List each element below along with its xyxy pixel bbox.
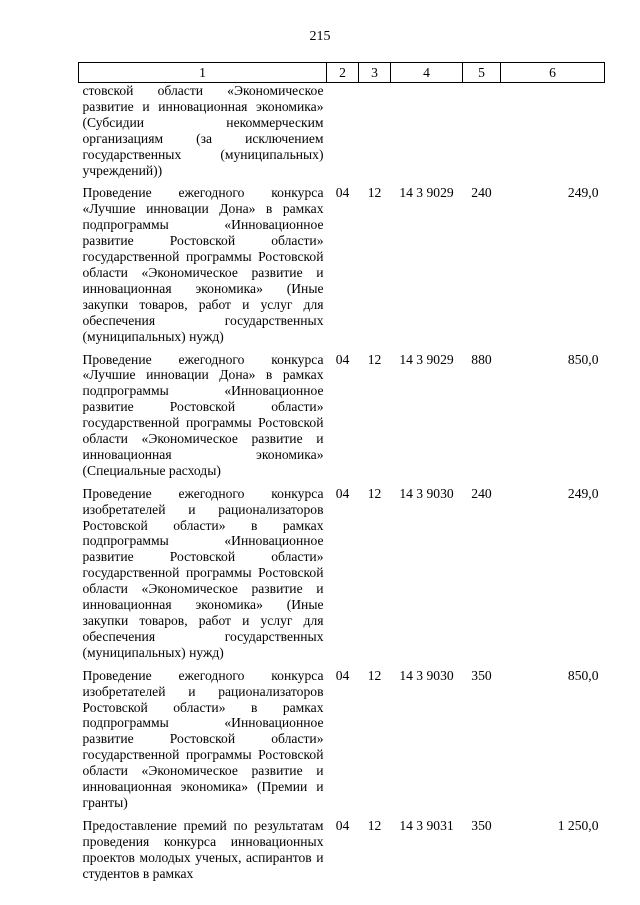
row-description: Проведение ежегодного конкурса «Лучшие инновации Дона» в рамках подпрограммы «Инновационное развитие Ростовской области» государственной программы Ростовской области «Экономическое развитие и инновационная экономика» (Иные закупки товаров, работ и услуг для обеспечения государственных (муниципальных) нужд) [82,185,324,344]
budget-table [78,62,605,882]
table-row [79,352,605,486]
row-description: Проведение ежегодного конкурса «Лучшие инновации Дона» в рамках подпрограммы «Инновационное развитие Ростовской области» государственной программы Ростовской области «Экономическое развитие и инновационная экономика» (Специальные расходы) [82,351,324,478]
row-amount: 249,0 [567,185,599,201]
row-amount [501,83,605,186]
row-expense-type: 350 [471,817,492,833]
page-number: 215 [309,29,331,44]
row-expense-type: 240 [471,185,492,201]
row-subsection: 12 [367,667,382,683]
header-col-6: 6 [501,63,605,83]
row-amount: 249,0 [567,485,599,501]
row-expense-type: 350 [471,667,492,683]
row-target-article: 14 3 9031 [399,817,454,833]
row-section: 04 [335,351,350,367]
row-target-article: 14 3 9030 [399,485,454,501]
table-row [79,486,605,668]
row-target-article: 14 3 9030 [399,667,454,683]
row-amount: 850,0 [567,667,599,683]
table-header-row [79,63,605,83]
header-col-4: 4 [391,63,463,83]
header-col-5: 5 [463,63,501,83]
row-expense-type: 240 [471,485,492,501]
row-subsection: 12 [367,351,382,367]
header-col-3: 3 [359,63,391,83]
row-subsection: 12 [367,185,382,201]
row-description: Проведение ежегодного конкурса изобретателей и рационализаторов Ростовской области» в рамках подпрограммы «Инновационное развитие Ростовской области» государственной программы Ростовской области «Экономическое развитие и инновационная экономика» (Иные закупки товаров, работ и услуг для обеспечения государственных (муниципальных) нужд) [82,485,324,660]
row-description: стовской области «Экономическое развитие и инновационная экономика» (Субсидии некоммерческим организациям (за исключением государственных (муниципальных) учреждений)) [82,83,324,178]
row-expense-type [463,83,501,186]
table-row [79,818,605,882]
table-row [79,185,605,351]
row-section: 04 [335,185,350,201]
row-amount: 850,0 [567,351,599,367]
row-subsection: 12 [367,817,382,833]
row-description: Предоставление премий по результатам проведения конкурса инновационных проектов молодых ученых, аспирантов и студентов в рамках [82,817,324,881]
row-amount: 1 250,0 [557,817,599,833]
row-target-article [391,83,463,186]
row-subsection: 12 [367,485,382,501]
table-row [79,83,605,186]
row-subsection [359,83,391,186]
header-col-1: 1 [79,63,327,83]
row-expense-type: 880 [471,351,492,367]
row-section: 04 [335,667,350,683]
row-target-article: 14 3 9029 [399,351,454,367]
row-description: Проведение ежегодного конкурса изобретателей и рационализаторов Ростовской области» в рамках подпрограммы «Инновационное развитие Ростовской области» государственной программы Ростовской области «Экономическое развитие и инновационная экономика» (Премии и гранты) [82,667,324,810]
header-col-2: 2 [327,63,359,83]
row-section [327,83,359,186]
row-target-article: 14 3 9029 [399,185,454,201]
table-row [79,668,605,818]
row-section: 04 [335,817,350,833]
row-section: 04 [335,485,350,501]
